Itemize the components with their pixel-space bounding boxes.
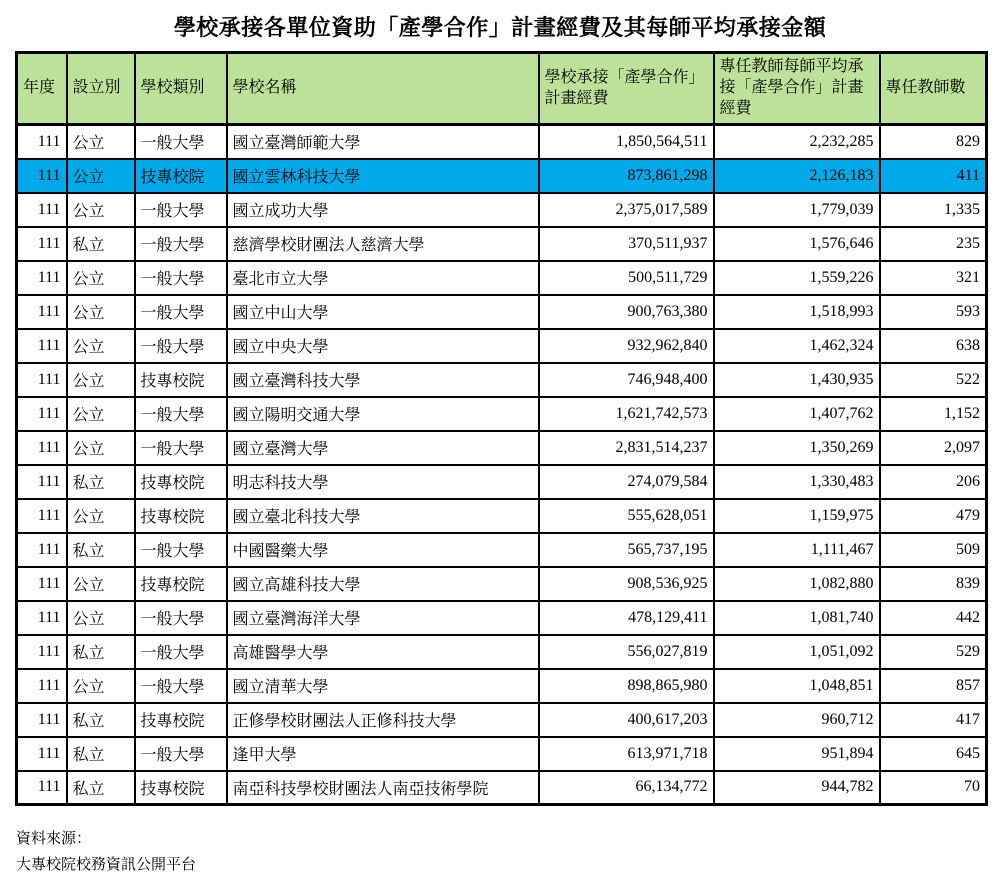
- column-header-3: 學校名稱: [227, 53, 539, 125]
- cell-r6-c3: 國立中央大學: [227, 329, 539, 363]
- cell-r0-c2: 一般大學: [135, 125, 227, 159]
- cell-r11-c0: 111: [17, 499, 67, 533]
- table-header: [17, 53, 987, 125]
- table-row[interactable]: [17, 431, 987, 465]
- cell-r11-c6: 479: [880, 499, 987, 533]
- cell-r3-c0: 111: [17, 227, 67, 261]
- cell-r2-c1: 公立: [67, 193, 135, 227]
- cell-r15-c4: 556,027,819: [539, 635, 714, 669]
- cell-r8-c0: 111: [17, 397, 67, 431]
- cell-r9-c5: 1,350,269: [714, 431, 880, 465]
- cell-r15-c1: 私立: [67, 635, 135, 669]
- cell-r3-c3: 慈濟學校財團法人慈濟大學: [227, 227, 539, 261]
- cell-r3-c2: 一般大學: [135, 227, 227, 261]
- cell-r2-c6: 1,335: [880, 193, 987, 227]
- cell-r10-c1: 私立: [67, 465, 135, 499]
- cell-r18-c1: 私立: [67, 737, 135, 771]
- cell-r14-c1: 公立: [67, 601, 135, 635]
- cell-r0-c6: 829: [880, 125, 987, 159]
- column-header-6: 專任教師數: [880, 53, 987, 125]
- column-header-4: 學校承接「產學合作」計畫經費: [539, 53, 714, 125]
- cell-r9-c4: 2,831,514,237: [539, 431, 714, 465]
- cell-r5-c4: 900,763,380: [539, 295, 714, 329]
- cell-r9-c0: 111: [17, 431, 67, 465]
- cell-r4-c2: 一般大學: [135, 261, 227, 295]
- cell-r1-c5: 2,126,183: [714, 159, 880, 193]
- cell-r2-c5: 1,779,039: [714, 193, 880, 227]
- cell-r13-c0: 111: [17, 567, 67, 601]
- table-row[interactable]: [17, 737, 987, 771]
- cell-r15-c3: 高雄醫學大學: [227, 635, 539, 669]
- column-header-2: 學校類別: [135, 53, 227, 125]
- cell-r13-c1: 公立: [67, 567, 135, 601]
- cell-r9-c3: 國立臺灣大學: [227, 431, 539, 465]
- cell-r10-c2: 技專校院: [135, 465, 227, 499]
- cell-r10-c6: 206: [880, 465, 987, 499]
- table-row[interactable]: [17, 465, 987, 499]
- cell-r12-c1: 私立: [67, 533, 135, 567]
- cell-r12-c6: 509: [880, 533, 987, 567]
- cell-r8-c4: 1,621,742,573: [539, 397, 714, 431]
- cell-r11-c2: 技專校院: [135, 499, 227, 533]
- cell-r1-c0: 111: [17, 159, 67, 193]
- cell-r6-c1: 公立: [67, 329, 135, 363]
- header-row: [17, 53, 987, 125]
- cell-r6-c2: 一般大學: [135, 329, 227, 363]
- column-header-5: 專任教師每師平均承接「產學合作」計畫經費: [714, 53, 880, 125]
- cell-r0-c4: 1,850,564,511: [539, 125, 714, 159]
- cell-r0-c5: 2,232,285: [714, 125, 880, 159]
- cell-r8-c5: 1,407,762: [714, 397, 880, 431]
- table-row[interactable]: [17, 635, 987, 669]
- cell-r2-c4: 2,375,017,589: [539, 193, 714, 227]
- cell-r3-c4: 370,511,937: [539, 227, 714, 261]
- table-row[interactable]: [17, 703, 987, 737]
- cell-r4-c3: 臺北市立大學: [227, 261, 539, 295]
- table-row[interactable]: [17, 227, 987, 261]
- cell-r12-c4: 565,737,195: [539, 533, 714, 567]
- table-row[interactable]: [17, 329, 987, 363]
- cell-r17-c3: 正修學校財團法人正修科技大學: [227, 703, 539, 737]
- cell-r11-c1: 公立: [67, 499, 135, 533]
- cell-r10-c4: 274,079,584: [539, 465, 714, 499]
- cell-r13-c6: 839: [880, 567, 987, 601]
- cell-r6-c6: 638: [880, 329, 987, 363]
- cell-r19-c2: 技專校院: [135, 771, 227, 805]
- cell-r19-c0: 111: [17, 771, 67, 805]
- cell-r11-c3: 國立臺北科技大學: [227, 499, 539, 533]
- cell-r8-c2: 一般大學: [135, 397, 227, 431]
- cell-r0-c1: 公立: [67, 125, 135, 159]
- cell-r4-c5: 1,559,226: [714, 261, 880, 295]
- cell-r3-c5: 1,576,646: [714, 227, 880, 261]
- cell-r13-c3: 國立高雄科技大學: [227, 567, 539, 601]
- table-row[interactable]: [17, 771, 987, 805]
- cell-r6-c0: 111: [17, 329, 67, 363]
- table-row[interactable]: [17, 261, 987, 295]
- cell-r4-c6: 321: [880, 261, 987, 295]
- cell-r10-c0: 111: [17, 465, 67, 499]
- cell-r10-c3: 明志科技大學: [227, 465, 539, 499]
- cell-r6-c4: 932,962,840: [539, 329, 714, 363]
- cell-r0-c3: 國立臺灣師範大學: [227, 125, 539, 159]
- cell-r17-c6: 417: [880, 703, 987, 737]
- cell-r9-c1: 公立: [67, 431, 135, 465]
- cell-r16-c5: 1,048,851: [714, 669, 880, 703]
- data-source-note: [16, 826, 1000, 879]
- table-row[interactable]: [17, 295, 987, 329]
- cell-r2-c2: 一般大學: [135, 193, 227, 227]
- cell-r5-c1: 公立: [67, 295, 135, 329]
- cell-r7-c4: 746,948,400: [539, 363, 714, 397]
- cell-r16-c3: 國立清華大學: [227, 669, 539, 703]
- cell-r11-c4: 555,628,051: [539, 499, 714, 533]
- cell-r14-c0: 111: [17, 601, 67, 635]
- cell-r12-c0: 111: [17, 533, 67, 567]
- cell-r19-c3: 南亞科技學校財團法人南亞技術學院: [227, 771, 539, 805]
- table-row[interactable]: [17, 567, 987, 601]
- cell-r13-c5: 1,082,880: [714, 567, 880, 601]
- cell-r14-c3: 國立臺灣海洋大學: [227, 601, 539, 635]
- column-header-1: 設立別: [67, 53, 135, 125]
- cell-r19-c6: 70: [880, 771, 987, 805]
- cell-r15-c2: 一般大學: [135, 635, 227, 669]
- cell-r3-c1: 私立: [67, 227, 135, 261]
- cell-r8-c6: 1,152: [880, 397, 987, 431]
- cell-r15-c5: 1,051,092: [714, 635, 880, 669]
- cell-r15-c0: 111: [17, 635, 67, 669]
- cell-r17-c2: 技專校院: [135, 703, 227, 737]
- cell-r7-c3: 國立臺灣科技大學: [227, 363, 539, 397]
- cell-r14-c4: 478,129,411: [539, 601, 714, 635]
- cell-r16-c4: 898,865,980: [539, 669, 714, 703]
- table-row[interactable]: [17, 363, 987, 397]
- cell-r13-c4: 908,536,925: [539, 567, 714, 601]
- table-body: [17, 125, 987, 805]
- cell-r0-c0: 111: [17, 125, 67, 159]
- source-label: 資料來源：: [16, 830, 92, 847]
- cell-r14-c2: 一般大學: [135, 601, 227, 635]
- cell-r5-c2: 一般大學: [135, 295, 227, 329]
- cell-r16-c0: 111: [17, 669, 67, 703]
- cell-r16-c1: 公立: [67, 669, 135, 703]
- cell-r16-c2: 一般大學: [135, 669, 227, 703]
- page-title: 學校承接各單位資助「產學合作」計畫經費及其每師平均承接金額: [173, 15, 827, 40]
- table-row-selected[interactable]: [17, 159, 987, 193]
- cell-r10-c5: 1,330,483: [714, 465, 880, 499]
- cell-r9-c6: 2,097: [880, 431, 987, 465]
- source-value: 大專校院校務資訊公開平台: [16, 856, 197, 874]
- cell-r7-c1: 公立: [67, 363, 135, 397]
- cell-r12-c5: 1,111,467: [714, 533, 880, 567]
- column-header-0: 年度: [17, 53, 67, 125]
- table-row[interactable]: [17, 669, 987, 703]
- cell-r18-c0: 111: [17, 737, 67, 771]
- cell-r19-c5: 944,782: [714, 771, 880, 805]
- table-row[interactable]: [17, 193, 987, 227]
- cell-r8-c1: 公立: [67, 397, 135, 431]
- cell-r11-c5: 1,159,975: [714, 499, 880, 533]
- cell-r1-c6: 411: [880, 159, 987, 193]
- cell-r8-c3: 國立陽明交通大學: [227, 397, 539, 431]
- table-row[interactable]: [17, 601, 987, 635]
- cell-r18-c2: 一般大學: [135, 737, 227, 771]
- table-row[interactable]: [17, 533, 987, 567]
- cell-r19-c4: 66,134,772: [539, 771, 714, 805]
- cell-r17-c5: 960,712: [714, 703, 880, 737]
- cell-r5-c0: 111: [17, 295, 67, 329]
- cell-r3-c6: 235: [880, 227, 987, 261]
- cell-r16-c6: 857: [880, 669, 987, 703]
- cell-r9-c2: 一般大學: [135, 431, 227, 465]
- cell-r5-c6: 593: [880, 295, 987, 329]
- cell-r1-c3: 國立雲林科技大學: [227, 159, 539, 193]
- cell-r5-c5: 1,518,993: [714, 295, 880, 329]
- table-row[interactable]: [17, 125, 987, 159]
- table-row[interactable]: [17, 499, 987, 533]
- funding-table: [15, 51, 988, 806]
- cell-r19-c1: 私立: [67, 771, 135, 805]
- cell-r1-c2: 技專校院: [135, 159, 227, 193]
- cell-r17-c1: 私立: [67, 703, 135, 737]
- cell-r14-c5: 1,081,740: [714, 601, 880, 635]
- cell-r7-c2: 技專校院: [135, 363, 227, 397]
- cell-r5-c3: 國立中山大學: [227, 295, 539, 329]
- cell-r7-c5: 1,430,935: [714, 363, 880, 397]
- cell-r6-c5: 1,462,324: [714, 329, 880, 363]
- cell-r4-c1: 公立: [67, 261, 135, 295]
- cell-r1-c4: 873,861,298: [539, 159, 714, 193]
- cell-r2-c0: 111: [17, 193, 67, 227]
- cell-r18-c6: 645: [880, 737, 987, 771]
- cell-r7-c0: 111: [17, 363, 67, 397]
- cell-r12-c3: 中國醫藥大學: [227, 533, 539, 567]
- cell-r15-c6: 529: [880, 635, 987, 669]
- cell-r18-c3: 逢甲大學: [227, 737, 539, 771]
- table-row[interactable]: [17, 397, 987, 431]
- cell-r4-c4: 500,511,729: [539, 261, 714, 295]
- cell-r2-c3: 國立成功大學: [227, 193, 539, 227]
- cell-r17-c4: 400,617,203: [539, 703, 714, 737]
- cell-r14-c6: 442: [880, 601, 987, 635]
- cell-r18-c5: 951,894: [714, 737, 880, 771]
- cell-r7-c6: 522: [880, 363, 987, 397]
- cell-r13-c2: 技專校院: [135, 567, 227, 601]
- cell-r18-c4: 613,971,718: [539, 737, 714, 771]
- cell-r12-c2: 一般大學: [135, 533, 227, 567]
- cell-r4-c0: 111: [17, 261, 67, 295]
- cell-r1-c1: 公立: [67, 159, 135, 193]
- cell-r17-c0: 111: [17, 703, 67, 737]
